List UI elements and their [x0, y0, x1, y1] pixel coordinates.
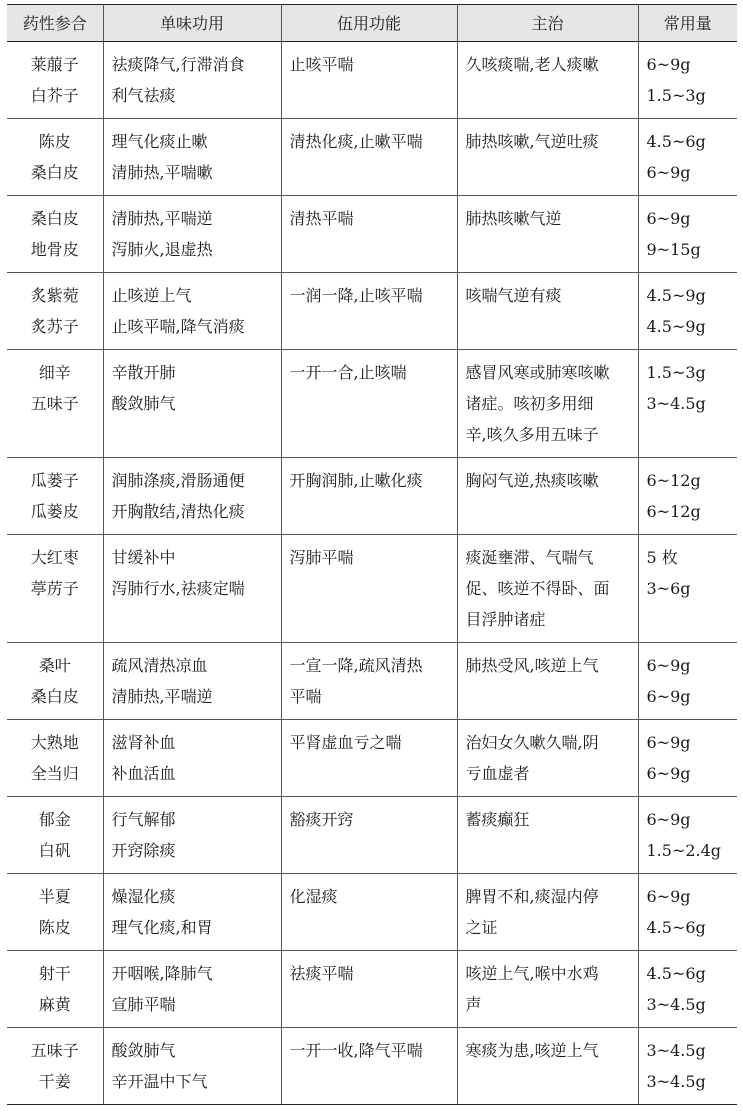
combined-function-cell: 平肾虚血亏之喘 [281, 720, 457, 797]
combined-function-cell: 豁痰开窍 [281, 797, 457, 874]
combined-function-cell: 清热化痰,止嗽平喘 [281, 119, 457, 196]
single-function-cell: 止咳逆上气 止咳平喘,降气消痰 [103, 273, 281, 350]
table-row [7, 273, 737, 350]
dose-cell: 6~9g 1.5~2.4g [638, 797, 737, 874]
indication-cell: 久咳痰喘,老人痰嗽 [457, 42, 638, 119]
herb-pair-cell: 大熟地 全当归 [7, 720, 103, 797]
single-function-cell: 滋肾补血 补血活血 [103, 720, 281, 797]
dose-cell: 6~9g 6~9g [638, 643, 737, 720]
herb-pair-cell: 莱菔子 白芥子 [7, 42, 103, 119]
dose-cell: 6~12g 6~12g [638, 458, 737, 535]
combined-function-cell: 化湿痰 [281, 874, 457, 951]
single-function-cell: 理气化痰止嗽 清肺热,平喘嗽 [103, 119, 281, 196]
dose-cell: 6~9g 1.5~3g [638, 42, 737, 119]
table-row [7, 350, 737, 458]
table-row [7, 42, 737, 119]
table-row [7, 1028, 737, 1105]
indication-cell: 胸闷气逆,热痰咳嗽 [457, 458, 638, 535]
table-row [7, 874, 737, 951]
single-function-cell: 行气解郁 开窍除痰 [103, 797, 281, 874]
single-function-cell: 酸敛肺气 辛开温中下气 [103, 1028, 281, 1105]
indication-cell: 肺热受风,咳逆上气 [457, 643, 638, 720]
herb-pair-cell: 五味子 干姜 [7, 1028, 103, 1105]
herb-pair-cell: 桑白皮 地骨皮 [7, 196, 103, 273]
dose-cell: 3~4.5g 3~4.5g [638, 1028, 737, 1105]
header-combined-function: 伍用功能 [281, 5, 457, 42]
single-function-cell: 开咽喉,降肺气 宣肺平喘 [103, 951, 281, 1028]
herb-pair-cell: 射干 麻黄 [7, 951, 103, 1028]
combined-function-cell: 祛痰平喘 [281, 951, 457, 1028]
herb-pair-cell: 陈皮 桑白皮 [7, 119, 103, 196]
herb-pair-cell: 半夏 陈皮 [7, 874, 103, 951]
dose-cell: 6~9g 4.5~6g [638, 874, 737, 951]
dose-cell: 6~9g 9~15g [638, 196, 737, 273]
single-function-cell: 甘缓补中 泻肺行水,祛痰定喘 [103, 535, 281, 643]
dose-cell: 6~9g 6~9g [638, 720, 737, 797]
combined-function-cell: 清热平喘 [281, 196, 457, 273]
combined-function-cell: 一宣一降,疏风清热 平喘 [281, 643, 457, 720]
single-function-cell: 燥湿化痰 理气化痰,和胃 [103, 874, 281, 951]
dose-cell: 4.5~6g 6~9g [638, 119, 737, 196]
combined-function-cell: 开胸润肺,止嗽化痰 [281, 458, 457, 535]
table-row [7, 535, 737, 643]
indication-cell: 脾胃不和,痰湿内停 之证 [457, 874, 638, 951]
header-single-function: 单味功用 [103, 5, 281, 42]
indication-cell: 肺热咳嗽气逆 [457, 196, 638, 273]
herb-pair-cell: 炙紫菀 炙苏子 [7, 273, 103, 350]
indication-cell: 寒痰为患,咳逆上气 [457, 1028, 638, 1105]
combined-function-cell: 止咳平喘 [281, 42, 457, 119]
herb-pair-table [7, 4, 737, 1105]
combined-function-cell: 一开一收,降气平喘 [281, 1028, 457, 1105]
dose-cell: 4.5~9g 4.5~9g [638, 273, 737, 350]
table-row [7, 196, 737, 273]
single-function-cell: 清肺热,平喘逆 泻肺火,退虚热 [103, 196, 281, 273]
combined-function-cell: 一润一降,止咳平喘 [281, 273, 457, 350]
indication-cell: 治妇女久嗽久喘,阴 亏血虚者 [457, 720, 638, 797]
dose-cell: 1.5~3g 3~4.5g [638, 350, 737, 458]
table-body [7, 42, 737, 1105]
table-row [7, 951, 737, 1028]
header-indication: 主治 [457, 5, 638, 42]
indication-cell: 痰涎壅滞、气喘气 促、咳逆不得卧、面 目浮肿诸症 [457, 535, 638, 643]
table-row [7, 797, 737, 874]
table-header-row [7, 5, 737, 42]
indication-cell: 蓄痰癫狂 [457, 797, 638, 874]
single-function-cell: 辛散开肺 酸敛肺气 [103, 350, 281, 458]
header-dose: 常用量 [638, 5, 737, 42]
herb-pair-cell: 郁金 白矾 [7, 797, 103, 874]
dose-cell: 4.5~6g 3~4.5g [638, 951, 737, 1028]
table-row [7, 119, 737, 196]
combined-function-cell: 一开一合,止咳喘 [281, 350, 457, 458]
herb-pair-cell: 桑叶 桑白皮 [7, 643, 103, 720]
indication-cell: 咳逆上气,喉中水鸡 声 [457, 951, 638, 1028]
table-row [7, 720, 737, 797]
table-row [7, 643, 737, 720]
combined-function-cell: 泻肺平喘 [281, 535, 457, 643]
indication-cell: 肺热咳嗽,气逆吐痰 [457, 119, 638, 196]
herb-pair-cell: 大红枣 葶苈子 [7, 535, 103, 643]
table-row [7, 458, 737, 535]
single-function-cell: 祛痰降气,行滞消食 利气祛痰 [103, 42, 281, 119]
indication-cell: 感冒风寒或肺寒咳嗽 诸症。咳初多用细 辛,咳久多用五味子 [457, 350, 638, 458]
indication-cell: 咳喘气逆有痰 [457, 273, 638, 350]
single-function-cell: 疏风清热凉血 清肺热,平喘逆 [103, 643, 281, 720]
herb-pair-cell: 瓜蒌子 瓜蒌皮 [7, 458, 103, 535]
herb-pair-cell: 细辛 五味子 [7, 350, 103, 458]
dose-cell: 5 枚 3~6g [638, 535, 737, 643]
single-function-cell: 润肺涤痰,滑肠通便 开胸散结,清热化痰 [103, 458, 281, 535]
header-pair: 药性参合 [7, 5, 103, 42]
